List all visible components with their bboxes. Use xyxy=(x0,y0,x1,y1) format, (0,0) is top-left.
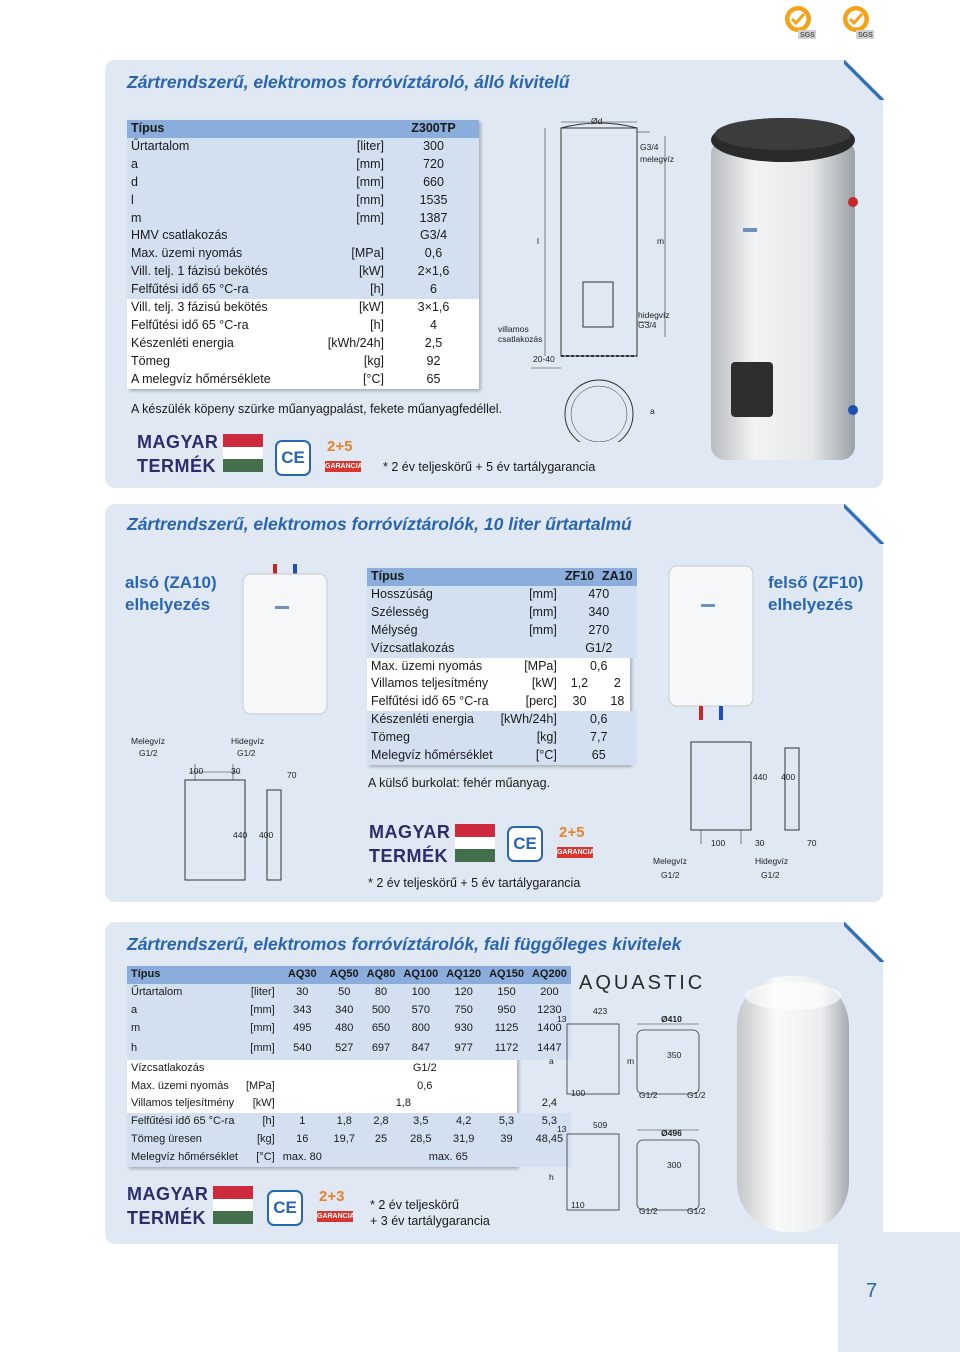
th-zf10: ZF10 xyxy=(561,568,598,586)
row-unit: [kW] xyxy=(359,300,384,315)
row-unit: [°C] xyxy=(242,1149,279,1167)
row-value-aq200: 2,4 xyxy=(541,1097,558,1110)
row-label: Vízcsatlakozás xyxy=(367,640,497,658)
row-value: 65 xyxy=(426,371,441,386)
row-unit: [MPa] xyxy=(285,245,388,263)
row-label: Űrtartalom xyxy=(127,984,242,1002)
cell: 80 xyxy=(363,984,400,1002)
row-unit: [h] xyxy=(370,317,384,332)
magyar-word: MAGYAR xyxy=(127,1184,209,1204)
aq-dim-410: Ø410 xyxy=(661,1014,682,1024)
diag-csatlakozas: csatlakozás xyxy=(498,334,543,344)
page-number: 7 xyxy=(866,1280,878,1302)
row-value: 6 xyxy=(388,281,479,299)
row-unit: [kWh/24h] xyxy=(327,335,384,350)
material-note: A külső burkolat: fehér műanyag. xyxy=(368,776,551,790)
magyar-termek-badge xyxy=(137,432,267,476)
row-unit: [MPa] xyxy=(246,1079,275,1092)
zf10-g12-cold: G1/2 xyxy=(761,870,780,880)
zf10-400: 400 xyxy=(781,772,796,782)
row-value: 2,5 xyxy=(424,335,443,350)
cell: 480 xyxy=(326,1020,363,1038)
row-value: 1387 xyxy=(388,210,479,228)
row-unit: [kWh/24h] xyxy=(497,711,561,729)
termek-word: TERMÉK xyxy=(137,456,216,476)
row-unit: [liter] xyxy=(285,138,388,156)
row-unit: [kW] xyxy=(285,263,388,281)
row-value-zf10: 1,2 xyxy=(570,676,589,691)
guarantee-word: GARANCIA xyxy=(317,1213,355,1220)
zf10-heater-image xyxy=(661,560,761,726)
row-label: Felfűtési idő 65 °C-ra xyxy=(127,281,285,299)
section-title: Zártrendszerű, elektromos forróvíztároló, álló kivitelű xyxy=(127,72,570,92)
th-type: Típus xyxy=(127,120,285,138)
zf10-dimension-diagram xyxy=(675,726,845,846)
guarantee-badge xyxy=(557,824,593,858)
cell: 1230 xyxy=(528,1002,571,1020)
cell: 120 xyxy=(442,984,485,1002)
cell: 150 xyxy=(485,984,528,1002)
cell: 930 xyxy=(442,1020,485,1038)
row-value: 7,7 xyxy=(561,729,637,747)
cell: 30 xyxy=(279,984,326,1002)
za10-400: 400 xyxy=(259,830,274,840)
row-value: 92 xyxy=(426,353,441,368)
th-aq200: AQ200 xyxy=(528,966,571,984)
section-10-liter xyxy=(105,504,883,902)
spec-table-10l xyxy=(367,568,633,765)
diag-g34-top: G3/4 xyxy=(640,142,659,152)
row-value-aq30: max. 80 xyxy=(279,1149,326,1167)
cell: 5,3 xyxy=(528,1113,571,1131)
row-label: Vill. telj. 1 fázisú bekötés xyxy=(127,263,285,281)
row-unit: [mm] xyxy=(242,1002,279,1020)
row-label: Vízcsatlakozás xyxy=(131,1061,205,1074)
row-unit: [MPa] xyxy=(524,658,557,673)
row-label: Felfűtési idő 65 °C-ra xyxy=(127,1113,242,1131)
th-aq120: AQ120 xyxy=(442,966,485,984)
row-value: 270 xyxy=(561,622,637,640)
aq-dim-496: Ø496 xyxy=(661,1128,682,1138)
row-unit: [mm] xyxy=(497,586,561,604)
section-z300tp xyxy=(105,60,883,488)
row-unit: [mm] xyxy=(285,192,388,210)
row-label: Max. üzemi nyomás xyxy=(127,245,285,263)
row-value: 0,6 xyxy=(561,711,637,729)
card-corner xyxy=(844,504,884,544)
lower-placement-label xyxy=(125,572,217,616)
page-number-band xyxy=(838,1232,960,1352)
aq-dim-m-top: m xyxy=(627,1056,635,1066)
diag-g34-bottom: G3/4 xyxy=(638,320,657,330)
row-unit: [kW] xyxy=(531,676,557,691)
section-aquastic xyxy=(105,922,883,1244)
row-label: Villamos teljesítmény xyxy=(131,1097,235,1110)
cell: 495 xyxy=(279,1020,326,1038)
th-type: Típus xyxy=(127,966,242,984)
aq-dim-13-top: 13 xyxy=(557,1014,567,1024)
za10-30: 30 xyxy=(231,766,241,776)
za10-70: 70 xyxy=(287,770,297,780)
za10-hidegviz: Hidegvíz xyxy=(231,736,265,746)
row-label: Felfűtési idő 65 °C-ra xyxy=(131,317,249,332)
section-title: Zártrendszerű, elektromos forróvíztárolók, 10 liter űrtartalmú xyxy=(127,514,632,534)
row-unit: [kg] xyxy=(363,353,384,368)
upper-label-line1: felső (ZF10) xyxy=(768,573,864,592)
row-label: Max. üzemi nyomás xyxy=(371,658,483,673)
row-label: m xyxy=(127,210,285,228)
cell: 750 xyxy=(442,1002,485,1020)
row-label: Villamos teljesítmény xyxy=(371,676,489,691)
row-value: G1/2 xyxy=(412,1061,437,1074)
diag-diameter: Ød xyxy=(591,116,603,126)
z300tp-heater-image xyxy=(703,110,863,480)
row-unit: [perc] xyxy=(525,694,557,709)
guarantee-text: * 2 év teljeskörű + 5 év tartálygarancia xyxy=(368,876,581,890)
row-label: Melegvíz hőmérséklet xyxy=(127,1149,242,1167)
aq-dim-13-bottom: 13 xyxy=(557,1124,567,1134)
row-value: 0,6 xyxy=(388,245,479,263)
aquastic-dimension-diagram xyxy=(545,1002,705,1222)
hungarian-flag-icon xyxy=(455,824,495,862)
row-unit: [kW] xyxy=(252,1097,275,1110)
cell: 800 xyxy=(399,1020,442,1038)
row-value: 4 xyxy=(430,317,437,332)
row-label: Készenléti energia xyxy=(131,335,234,350)
th-aq50: AQ50 xyxy=(326,966,363,984)
th-aq100: AQ100 xyxy=(399,966,442,984)
th-aq150: AQ150 xyxy=(485,966,528,984)
magyar-word: MAGYAR xyxy=(369,822,451,842)
row-label: Mélység xyxy=(367,622,497,640)
cell: 28,5 xyxy=(399,1131,442,1149)
row-value: 65 xyxy=(561,747,637,765)
za10-100: 100 xyxy=(189,766,204,776)
guarantee-line1: * 2 év teljeskörű xyxy=(370,1198,459,1212)
guarantee-badge xyxy=(325,438,361,472)
row-unit: [liter] xyxy=(242,984,279,1002)
guarantee-years: 2+3 xyxy=(319,1188,345,1205)
row-unit: [kg] xyxy=(497,729,561,747)
cell: 1400 xyxy=(528,1020,571,1038)
row-label: Tömeg üresen xyxy=(127,1131,242,1149)
hungarian-flag-icon xyxy=(223,434,263,472)
magyar-word: MAGYAR xyxy=(137,432,219,452)
th-za10: ZA10 xyxy=(598,568,637,586)
lower-label-line2: elhelyezés xyxy=(125,595,211,614)
cell: 19,7 xyxy=(326,1131,363,1149)
ce-mark-icon: CE xyxy=(267,1190,303,1226)
upper-label-line2: elhelyezés xyxy=(768,595,854,614)
cell: 847 xyxy=(399,1038,442,1060)
row-value: 0,6 xyxy=(417,1079,433,1092)
row-label: d xyxy=(127,174,285,192)
cell: 1447 xyxy=(528,1038,571,1060)
row-label: HMV csatlakozás xyxy=(127,227,285,245)
row-label: m xyxy=(127,1020,242,1038)
row-value: max. 65 xyxy=(326,1149,571,1167)
row-label: Tömeg xyxy=(367,729,497,747)
row-value: 3×1,6 xyxy=(417,300,450,315)
aq-g12-a: G1/2 xyxy=(639,1090,658,1100)
aq-dim-300: 300 xyxy=(667,1160,682,1170)
za10-heater-image xyxy=(235,560,335,720)
row-unit: [mm] xyxy=(497,604,561,622)
ce-mark-icon: CE xyxy=(275,440,311,476)
row-value: 720 xyxy=(388,156,479,174)
diag-l: l xyxy=(537,236,539,246)
magyar-termek-badge xyxy=(127,1184,257,1228)
row-unit: [mm] xyxy=(497,622,561,640)
sgs-text-2: SGS xyxy=(858,32,873,39)
zf10-hidegviz: Hidegvíz xyxy=(755,856,789,866)
th-unit xyxy=(242,966,279,984)
guarantee-line2: + 3 év tartálygarancia xyxy=(370,1214,490,1228)
th-type: Típus xyxy=(367,568,497,586)
magyar-termek-badge xyxy=(369,822,499,866)
cell: 4,2 xyxy=(442,1113,485,1131)
row-label: Melegvíz hőmérséklet xyxy=(367,747,497,765)
zf10-melegviz: Melegvíz xyxy=(653,856,688,866)
aq-g12-c: G1/2 xyxy=(639,1206,658,1216)
row-value: 0,6 xyxy=(590,658,608,673)
section-title: Zártrendszerű, elektromos forróvíztárolók, fali függőleges kivitelek xyxy=(127,934,682,954)
row-label: Tömeg xyxy=(131,353,170,368)
cell: 343 xyxy=(279,1002,326,1020)
row-value: G1/2 xyxy=(561,640,637,658)
zf10-70: 70 xyxy=(807,838,817,848)
zf10-30: 30 xyxy=(755,838,765,848)
za10-440: 440 xyxy=(233,830,248,840)
cell: 1,8 xyxy=(326,1113,363,1131)
cell: 100 xyxy=(399,984,442,1002)
row-value: 2×1,6 xyxy=(388,263,479,281)
row-label: Hosszúság xyxy=(367,586,497,604)
guarantee-badge xyxy=(317,1188,353,1222)
aq-dim-100: 100 xyxy=(571,1088,586,1098)
guarantee-text: * 2 év teljeskörű + 5 év tartálygarancia xyxy=(383,460,596,474)
row-unit: [mm] xyxy=(242,1020,279,1038)
lower-label-line1: alsó (ZA10) xyxy=(125,573,217,592)
row-value-za10: 2 xyxy=(613,676,621,691)
row-unit xyxy=(285,227,388,245)
row-unit: [kg] xyxy=(242,1131,279,1149)
row-unit xyxy=(497,640,561,658)
cell: 527 xyxy=(326,1038,363,1060)
cell: 570 xyxy=(399,1002,442,1020)
aq-g12-b: G1/2 xyxy=(687,1090,706,1100)
row-label: h xyxy=(127,1038,242,1060)
row-label: a xyxy=(127,1002,242,1020)
ce-mark-icon: CE xyxy=(507,826,543,862)
cell: 540 xyxy=(279,1038,326,1060)
row-value: 1,8 xyxy=(395,1097,411,1110)
row-value: 340 xyxy=(561,604,637,622)
th-unit xyxy=(285,120,388,138)
row-label: A melegvíz hőmérséklete xyxy=(131,371,271,386)
zf10-100: 100 xyxy=(711,838,726,848)
cell: 16 xyxy=(279,1131,326,1149)
termek-word: TERMÉK xyxy=(127,1208,206,1228)
upper-placement-label xyxy=(768,572,863,616)
aquastic-heater-image xyxy=(723,966,863,1238)
cell: 2,8 xyxy=(363,1113,400,1131)
hungarian-flag-icon xyxy=(213,1186,253,1224)
row-value: 300 xyxy=(388,138,479,156)
cell: 25 xyxy=(363,1131,400,1149)
row-value: 1535 xyxy=(388,192,479,210)
zf10-440: 440 xyxy=(753,772,768,782)
sgs-cert-logo xyxy=(778,4,818,40)
cell: 950 xyxy=(485,1002,528,1020)
aq-dim-a-top: a xyxy=(549,1056,554,1066)
row-unit: [h] xyxy=(285,281,388,299)
termek-word: TERMÉK xyxy=(369,846,448,866)
cell: 200 xyxy=(528,984,571,1002)
row-value: 660 xyxy=(388,174,479,192)
row-label: l xyxy=(127,192,285,210)
row-unit: [°C] xyxy=(497,747,561,765)
diag-20-40: 20-40 xyxy=(533,354,555,364)
aquastic-logo: AQUASTIC xyxy=(579,972,706,994)
cell: 1 xyxy=(279,1113,326,1131)
cell: 340 xyxy=(326,1002,363,1020)
row-unit: [mm] xyxy=(285,210,388,228)
row-label: Max. üzemi nyomás xyxy=(131,1079,229,1092)
sgs-cert-logo xyxy=(836,4,876,40)
zf10-g12-hot: G1/2 xyxy=(661,870,680,880)
cell: 697 xyxy=(363,1038,400,1060)
th-aq30: AQ30 xyxy=(279,966,326,984)
cell: 650 xyxy=(363,1020,400,1038)
row-unit: [mm] xyxy=(285,174,388,192)
cell: 31,9 xyxy=(442,1131,485,1149)
cell: 48,45 xyxy=(528,1131,571,1149)
aq-dim-509: 509 xyxy=(593,1120,608,1130)
th-unit xyxy=(497,568,561,586)
diag-villamos: villamos xyxy=(498,324,529,334)
row-label: Szélesség xyxy=(367,604,497,622)
aq-dim-423: 423 xyxy=(593,1006,608,1016)
row-unit: [°C] xyxy=(363,371,384,386)
row-label: Felfűtési idő 65 °C-ra xyxy=(371,694,489,709)
aq-dim-350: 350 xyxy=(667,1050,682,1060)
cell: 1172 xyxy=(485,1038,528,1060)
th-model: Z300TP xyxy=(388,120,479,138)
row-unit: [mm] xyxy=(242,1038,279,1060)
guarantee-years: 2+5 xyxy=(559,824,585,841)
row-value: G3/4 xyxy=(388,227,479,245)
cell: 50 xyxy=(326,984,363,1002)
cell: 5,3 xyxy=(485,1113,528,1131)
diag-hidegviz: hidegvíz xyxy=(638,310,670,320)
row-value: 470 xyxy=(561,586,637,604)
cell: 39 xyxy=(485,1131,528,1149)
cell: 977 xyxy=(442,1038,485,1060)
row-label: Vill. telj. 3 fázisú bekötés xyxy=(131,300,268,315)
za10-g12-hot: G1/2 xyxy=(139,748,158,758)
cell: 1125 xyxy=(485,1020,528,1038)
aq-g12-d: G1/2 xyxy=(687,1206,706,1216)
row-label: a xyxy=(127,156,285,174)
row-value-za10: 18 xyxy=(610,694,625,709)
diag-melegviz: melegvíz xyxy=(640,154,675,164)
sgs-text-1: SGS xyxy=(800,32,815,39)
row-value-zf10: 30 xyxy=(572,694,587,709)
row-unit: [h] xyxy=(242,1113,279,1131)
guarantee-word: GARANCIA xyxy=(557,849,595,856)
diag-m: m xyxy=(657,236,665,246)
guarantee-word: GARANCIA xyxy=(325,463,363,470)
guarantee-years: 2+5 xyxy=(327,438,353,455)
za10-melegviz: Melegvíz xyxy=(131,736,166,746)
row-label: Készenléti energia xyxy=(367,711,497,729)
aq-dim-110: 110 xyxy=(571,1200,585,1210)
cell: 500 xyxy=(363,1002,400,1020)
row-unit: [mm] xyxy=(285,156,388,174)
za10-g12-cold: G1/2 xyxy=(237,748,256,758)
th-aq80: AQ80 xyxy=(363,966,400,984)
cell: 3,5 xyxy=(399,1113,442,1131)
material-note: A készülék köpeny szürke műanyagpalást, fekete műanyagfedéllel. xyxy=(131,402,503,416)
aq-dim-h: h xyxy=(549,1172,554,1182)
row-label: Űrtartalom xyxy=(127,138,285,156)
spec-table xyxy=(127,120,479,389)
card-corner xyxy=(844,922,884,962)
card-corner xyxy=(844,60,884,100)
diag-a: a xyxy=(650,406,655,416)
